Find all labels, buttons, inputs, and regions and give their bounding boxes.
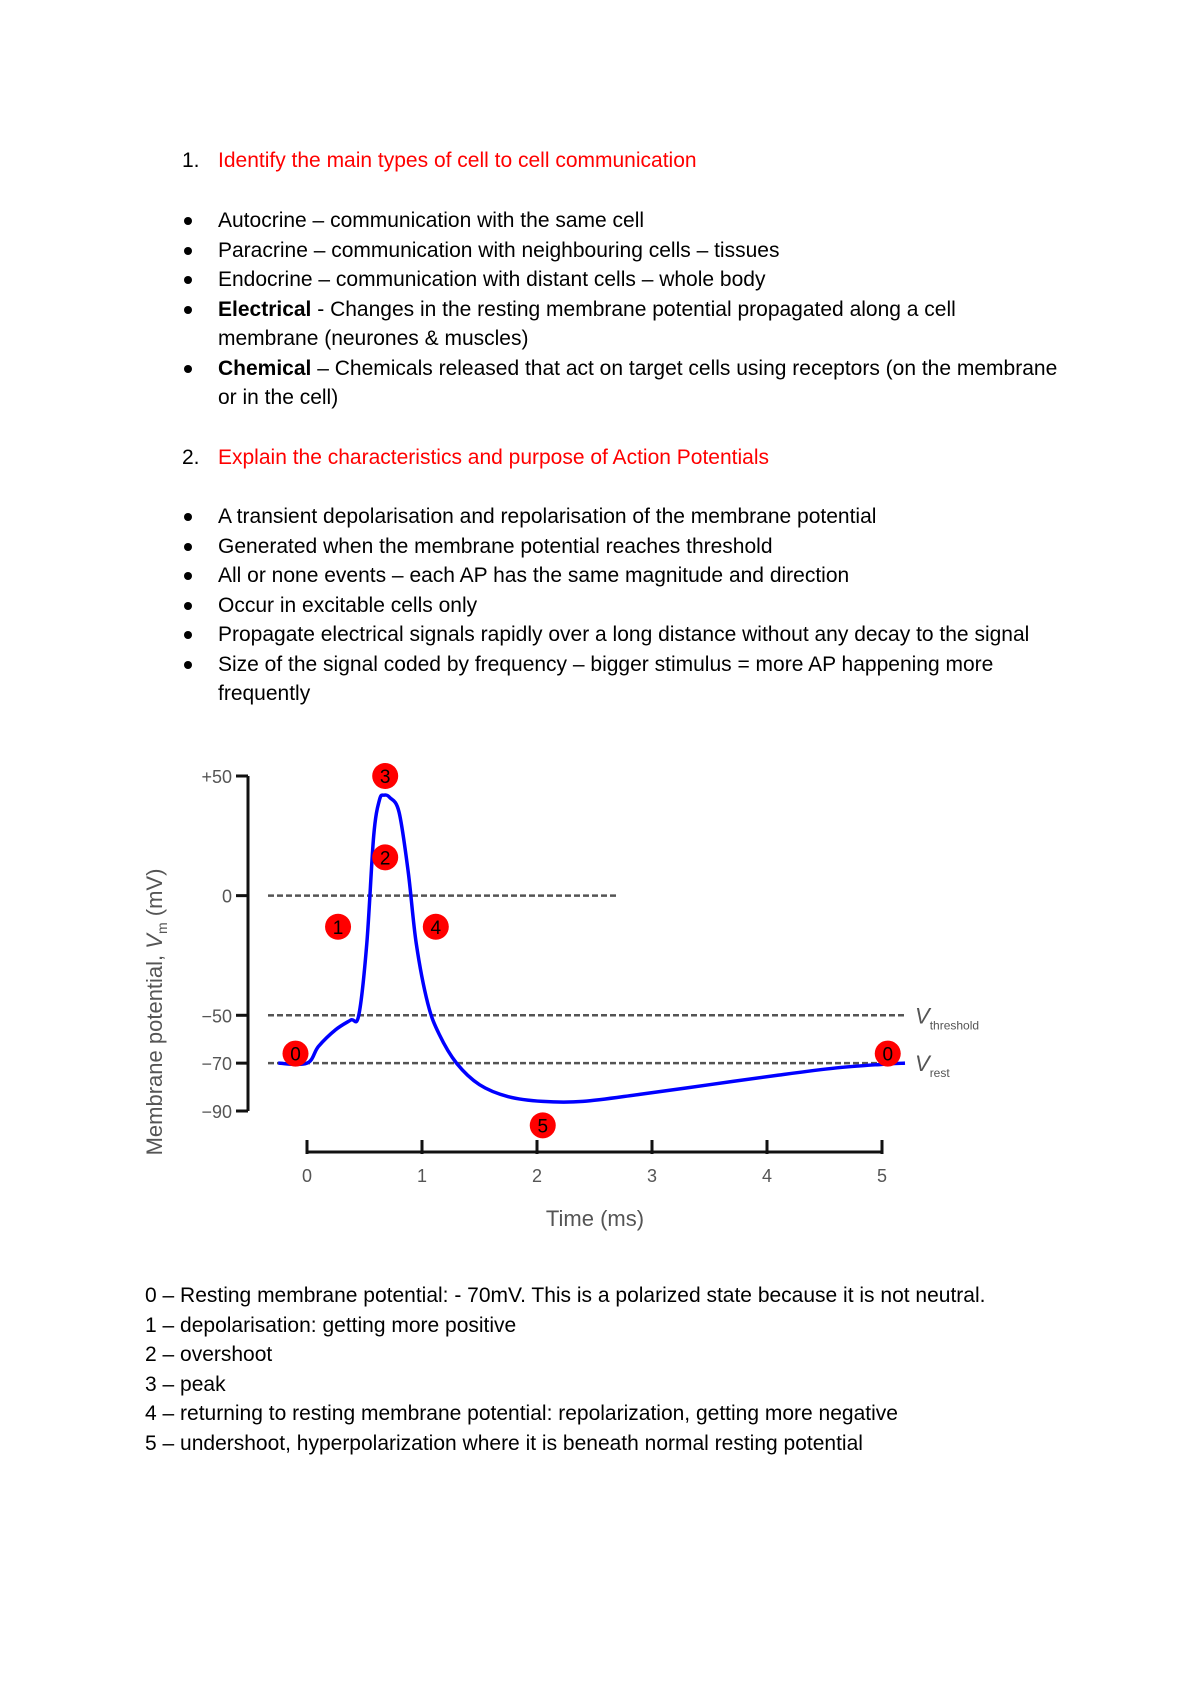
legend-item: 3 – peak: [145, 1372, 226, 1396]
legend-item: 2 – overshoot: [145, 1343, 273, 1367]
legend-item: 4 – returning to resting membrane potential: repolarization, getting more negative: [145, 1402, 898, 1426]
x-tick-label: 3: [646, 1166, 658, 1186]
reference-label-threshold: $V_{threshold}$: [915, 1003, 980, 1033]
series-group: [278, 795, 905, 1102]
list-item: Propagate electrical signals rapidly over a long distance without any decay to the signal: [182, 620, 1062, 650]
legend-item: 5 – undershoot, hyperpolarization where it is beneath normal resting potential: [145, 1431, 863, 1455]
y-tick-label: +50: [201, 767, 232, 787]
bullet-icon: [184, 513, 192, 521]
bullet-icon: [184, 217, 192, 225]
x-tick-label: 2: [531, 1166, 543, 1186]
marker-2: [372, 844, 398, 870]
x-tick-label: 4: [761, 1166, 773, 1186]
section2-list: [182, 502, 1062, 709]
marker-label: 0: [882, 1044, 894, 1066]
marker-label: 0: [290, 1044, 301, 1066]
marker-0: [283, 1041, 309, 1067]
x-tick-label: 1: [416, 1166, 428, 1186]
section2-number: 2.: [182, 446, 200, 469]
bullet-icon: [184, 247, 192, 255]
list-item: Chemical – Chemicals released that act on target cells using receptors (on the membrane or in the cell): [182, 354, 1062, 413]
bullet-icon: [184, 306, 192, 314]
x-tick-label: 5: [876, 1166, 888, 1186]
bullet-icon: [184, 602, 192, 610]
section2-heading: [182, 443, 769, 473]
y-tick-label: −70: [201, 1054, 232, 1075]
section1-title: Identify the main types of cell to cell communication: [218, 149, 697, 172]
list-item: Autocrine – communication with the same cell: [182, 206, 1062, 236]
x-tick-label: 0: [301, 1166, 313, 1186]
bullet-icon: [184, 661, 192, 669]
marker-label: 2: [379, 848, 391, 870]
bullet-icon: [184, 543, 192, 551]
bullet-icon: [184, 365, 192, 373]
list-item: Paracrine – communication with neighbouring cells – tissues: [182, 236, 1062, 266]
legend-item: 0 – Resting membrane potential: - 70mV. This is a polarized state because it is not neutral.: [145, 1284, 986, 1307]
legend-list: [145, 1281, 1105, 1459]
x-axis: [302, 1140, 887, 1186]
action-potential-figure: [140, 740, 1020, 1245]
section1-list: [182, 206, 1062, 413]
reference-labels: [915, 1003, 979, 1080]
bullet-icon: [184, 572, 192, 580]
marker-label: 1: [332, 917, 344, 939]
y-tick-label: 0: [221, 886, 232, 907]
marker-4: [423, 914, 449, 940]
marker-3: [372, 763, 398, 789]
y-tick-label: −50: [201, 1006, 232, 1027]
y-axis: [201, 767, 248, 1122]
marker-label: 5: [537, 1116, 549, 1138]
list-item: A transient depolarisation and repolarisation of the membrane potential: [182, 502, 1062, 532]
list-item: Electrical - Changes in the resting membrane potential propagated along a cell membrane (neurones & muscles): [182, 295, 1062, 354]
list-item: Generated when the membrane potential reaches threshold: [182, 532, 1062, 562]
section1-heading: [182, 146, 697, 176]
list-item: Occur in excitable cells only: [182, 591, 1062, 621]
marker-5: [530, 1112, 556, 1138]
x-axis-label: Time (ms): [545, 1206, 645, 1231]
action-potential-chart: [140, 740, 1020, 1240]
marker-1: [325, 914, 351, 940]
y-tick-label: −90: [201, 1102, 232, 1122]
series-line-action-potential: [278, 795, 905, 1102]
bullet-icon: [184, 276, 192, 284]
y-axis-label: Membrane potential, $V_m$ (mV): [142, 868, 170, 1156]
marker-label: 4: [430, 917, 442, 939]
list-item: Endocrine – communication with distant cells – whole body: [182, 265, 1062, 295]
marker-label: 3: [379, 767, 391, 788]
bullet-icon: [184, 631, 192, 639]
legend-item: 1 – depolarisation: getting more positive: [145, 1313, 517, 1337]
list-item: All or none events – each AP has the same magnitude and direction: [182, 561, 1062, 591]
section1-number: 1.: [182, 149, 200, 172]
list-item: Size of the signal coded by frequency – bigger stimulus = more AP happening more frequently: [182, 650, 1062, 709]
marker-0: [875, 1041, 901, 1067]
section2-title: Explain the characteristics and purpose of Action Potentials: [218, 446, 769, 469]
reference-label-rest: $V_{rest}$: [915, 1051, 950, 1081]
